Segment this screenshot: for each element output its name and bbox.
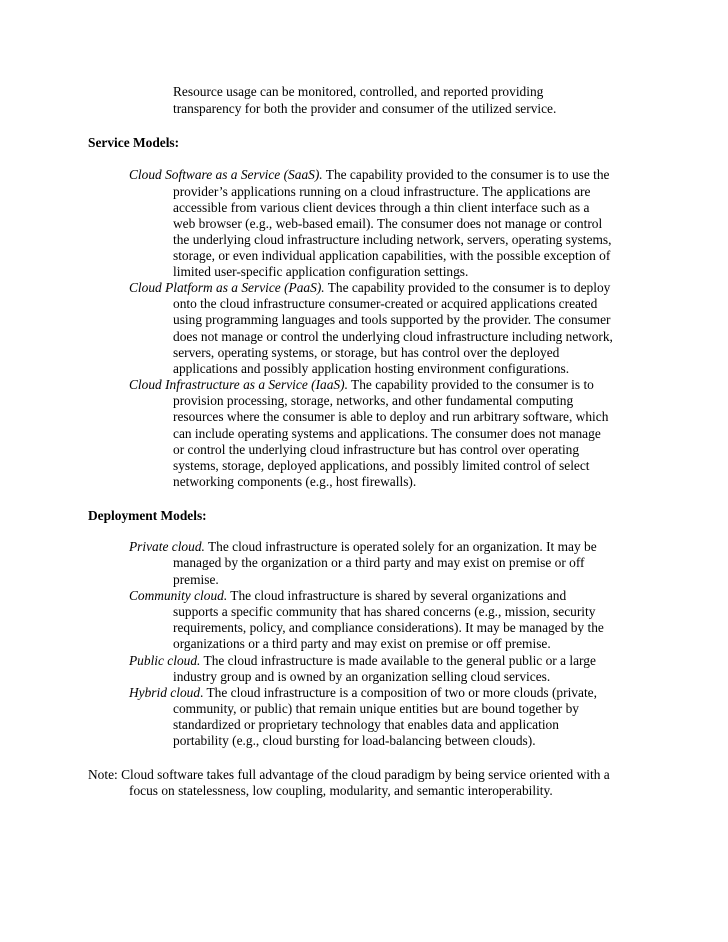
public-cloud-term: Public cloud. xyxy=(129,653,201,668)
saas-term: Cloud Software as a Service (SaaS). xyxy=(129,167,323,182)
community-cloud-text: The cloud infrastructure is shared by several organizations and xyxy=(227,588,567,603)
community-cloud-line: requirements, policy, and compliance considerations). It may be managed by the xyxy=(173,620,604,635)
public-cloud-line: industry group and is owned by an organization selling cloud services. xyxy=(173,669,551,684)
hybrid-cloud-text: . The cloud infrastructure is a composition of two or more clouds (private, xyxy=(200,685,597,700)
intro-line: Resource usage can be monitored, controlled, and reported providing xyxy=(173,84,544,99)
iaas-entry-first-line xyxy=(129,377,594,393)
saas-line: the underlying cloud infrastructure including network, servers, operating systems, xyxy=(173,232,612,247)
hybrid-cloud-line: portability (e.g., cloud bursting for load-balancing between clouds). xyxy=(173,733,536,748)
paas-line: applications and possibly application hosting environment configurations. xyxy=(173,361,570,376)
private-cloud-line: premise. xyxy=(173,572,219,587)
paas-line: does not manage or control the underlying cloud infrastructure including network, xyxy=(173,329,613,344)
public-cloud-first-line xyxy=(129,653,596,669)
iaas-line: or control the underlying cloud infrastructure but has control over operating xyxy=(173,442,580,457)
private-cloud-text: The cloud infrastructure is operated solely for an organization. It may be xyxy=(204,539,597,554)
saas-entry-first-line xyxy=(129,167,610,183)
iaas-text: The capability provided to the consumer is to xyxy=(347,377,594,392)
hybrid-cloud-line: standardized or proprietary technology that enables data and application xyxy=(173,717,559,732)
service-models-heading: Service Models: xyxy=(88,135,180,150)
note-first-line: Note: Cloud software takes full advantage of the cloud paradigm by being service oriented with a xyxy=(88,767,610,782)
paas-term: Cloud Platform as a Service (PaaS). xyxy=(129,280,325,295)
paas-line: using programming languages and tools supported by the provider. The consumer xyxy=(173,312,611,327)
iaas-line: networking components (e.g., host firewalls). xyxy=(173,474,417,489)
public-cloud-text: The cloud infrastructure is made available to the general public or a large xyxy=(200,653,596,668)
community-cloud-first-line xyxy=(129,588,566,604)
hybrid-cloud-line: community, or public) that remain unique entities but are bound together by xyxy=(173,701,579,716)
saas-line: limited user-specific application configuration settings. xyxy=(173,264,469,279)
hybrid-cloud-first-line xyxy=(129,685,597,701)
paas-text: The capability provided to the consumer is to deploy xyxy=(324,280,611,295)
private-cloud-first-line xyxy=(129,539,597,555)
intro-line: transparency for both the provider and consumer of the utilized service. xyxy=(173,101,557,116)
community-cloud-line: supports a specific community that has shared concerns (e.g., mission, security xyxy=(173,604,596,619)
private-cloud-term: Private cloud. xyxy=(129,539,205,554)
paas-line: servers, operating systems, or storage, but has control over the deployed xyxy=(173,345,560,360)
iaas-line: systems, storage, deployed applications, and possibly limited control of select xyxy=(173,458,590,473)
hybrid-cloud-term: Hybrid cloud xyxy=(129,685,201,700)
iaas-line: resources where the consumer is able to deploy and run arbitrary software, which xyxy=(173,409,609,424)
saas-text: The capability provided to the consumer is to use the xyxy=(322,167,610,182)
iaas-line: can include operating systems and applications. The consumer does not manage xyxy=(173,426,601,441)
saas-line: provider’s applications running on a cloud infrastructure. The applications are xyxy=(173,184,591,199)
paas-entry-first-line xyxy=(129,280,610,296)
iaas-term: Cloud Infrastructure as a Service (IaaS). xyxy=(129,377,348,392)
deployment-models-heading: Deployment Models: xyxy=(88,508,207,523)
note-second-line: focus on statelessness, low coupling, modularity, and semantic interoperability. xyxy=(129,783,553,798)
saas-line: storage, or even individual application capabilities, with the possible exception of xyxy=(173,248,611,263)
saas-line: accessible from various client devices through a thin client interface such as a xyxy=(173,200,590,215)
community-cloud-line: organizations or a third party and may exist on premise or off premise. xyxy=(173,636,551,651)
community-cloud-term: Community cloud. xyxy=(129,588,228,603)
private-cloud-line: managed by the organization or a third party and may exist on premise or off xyxy=(173,555,585,570)
iaas-line: provision processing, storage, networks, and other fundamental computing xyxy=(173,393,574,408)
paas-line: onto the cloud infrastructure consumer-created or acquired applications created xyxy=(173,296,598,311)
saas-line: web browser (e.g., web-based email). The consumer does not manage or control xyxy=(173,216,603,231)
